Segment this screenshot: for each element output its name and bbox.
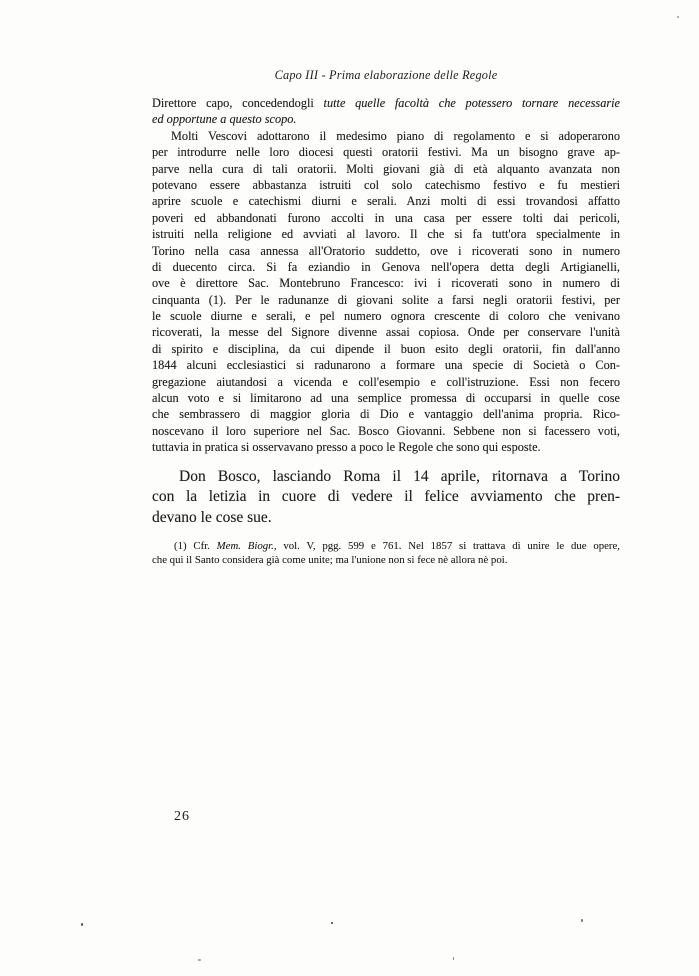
text-column [152,0,620,568]
paragraph-line: poveri ed abbandonati furono accolti in una casa per essere tolti dai pericoli, [152,210,620,225]
paragraph-line: di duecento circa. Si fa eziandio in Genova nell'opera detta degli Artigianelli, [152,259,620,274]
footnote-marker: (1) Cfr. [174,540,217,553]
scan-speck [453,957,454,960]
footnote [152,540,620,568]
paragraph-line: istruiti nella religione ed avviati al lavoro. Il che si fa tutt'ora specialmente in [152,227,620,242]
paragraph-line: cinquanta (1). Per le radunanze di giovani solite a farsi negli oratorii festivi, per [152,292,620,307]
scan-speck [81,923,83,926]
paragraph-line: 1844 alcuni ecclesiastici si radunarono a formare una specie di Società o Con- [152,358,620,373]
paragraph-line: ed opportune a questo scopo. [152,112,297,127]
paragraph-line: devano le cose sue. [152,508,272,526]
paragraph-line: aprire scuole e catechismi diurni e serali. Anzi molti di essi trovandosi affatto [152,194,620,209]
page-number: 26 [174,809,190,824]
paragraph-line: ove è direttore Sac. Montebruno Francesco: ivi i ricoverati sono in numero di [152,276,620,291]
paragraph-line: Torino nella casa annessa all'Oratorio suddetto, ove i ricoverati sono in numero [152,243,620,258]
paragraph-line: che sembrassero di maggior gloria di Dio e vantaggio dell'anima propria. Rico- [152,407,620,422]
paragraph-line-roman-segment: Direttore capo, concedendogli [152,96,324,110]
paragraph-line: alcun voto e si limitarono ad una semplice promessa di occuparsi in quelle cose [152,391,620,406]
paragraph-line: Don Bosco, lasciando Roma il 14 aprile, ritornava a Torino [179,467,620,485]
paragraph-line: parve nella cura di tali oratorii. Molti giovani già di età alquanto avanzata non [152,161,620,176]
scan-speck [677,16,679,18]
paragraph-line: gregazione aiutandosi a vicenda e coll'esempio e coll'istruzione. Essi non fecero [152,374,620,389]
scan-speck [581,919,583,922]
paragraph-line: Molti Vescovi adottarono il medesimo piano di regolamento e si adoperarono [171,128,620,143]
paragraph-line: le scuole diurne e serali, e pel numero ognora crescente di coloro che venivano [152,309,620,324]
body-text [152,95,620,456]
footnote-citation-title: Mem. Biogr. [216,540,274,553]
scan-speck [331,922,333,924]
paragraph-line: con la letizia in cuore di vedere il felice avviamento che pren- [152,488,620,506]
scan-speck [198,959,201,961]
paragraph-line: per introdurre nelle loro diocesi questi oratorii festivi. Ma un bisogno grave ap- [152,145,620,160]
running-header: Capo III - Prima elaborazione delle Regole [274,68,498,82]
paragraph-line: di spirito e disciplina, da cui dipende il buon esito degli oratorii, fin dall'anno [152,341,620,356]
paragraph-line: potevano essere abbastanza istruiti col solo catechismo festivo e fu mestieri [152,177,620,192]
paragraph-line: noscevano il loro superiore nel Sac. Bosco Giovanni. Sebbene non si facessero voti, [152,423,620,438]
footnote-citation-rest: , vol. V, pgg. 599 e 761. Nel 1857 si trattava di unire le due opere, [273,540,620,553]
paragraph-line-italic-segment: tutte quelle facoltà che potessero tornare necessarie [323,96,620,110]
paragraph-line: ricoverati, la messe del Signore divenne assai copiosa. Onde per conservare l'unità [152,325,620,340]
closing-paragraph [152,467,620,529]
footnote-line: che qui il Santo considera già come unite; ma l'unione non si fece nè allora nè poi. [152,554,508,567]
footnote-line [152,540,620,554]
paragraph-line [152,95,620,111]
paragraph-line: tuttavia in pratica si osservavano presso a poco le Regole che sono qui esposte. [152,440,541,455]
